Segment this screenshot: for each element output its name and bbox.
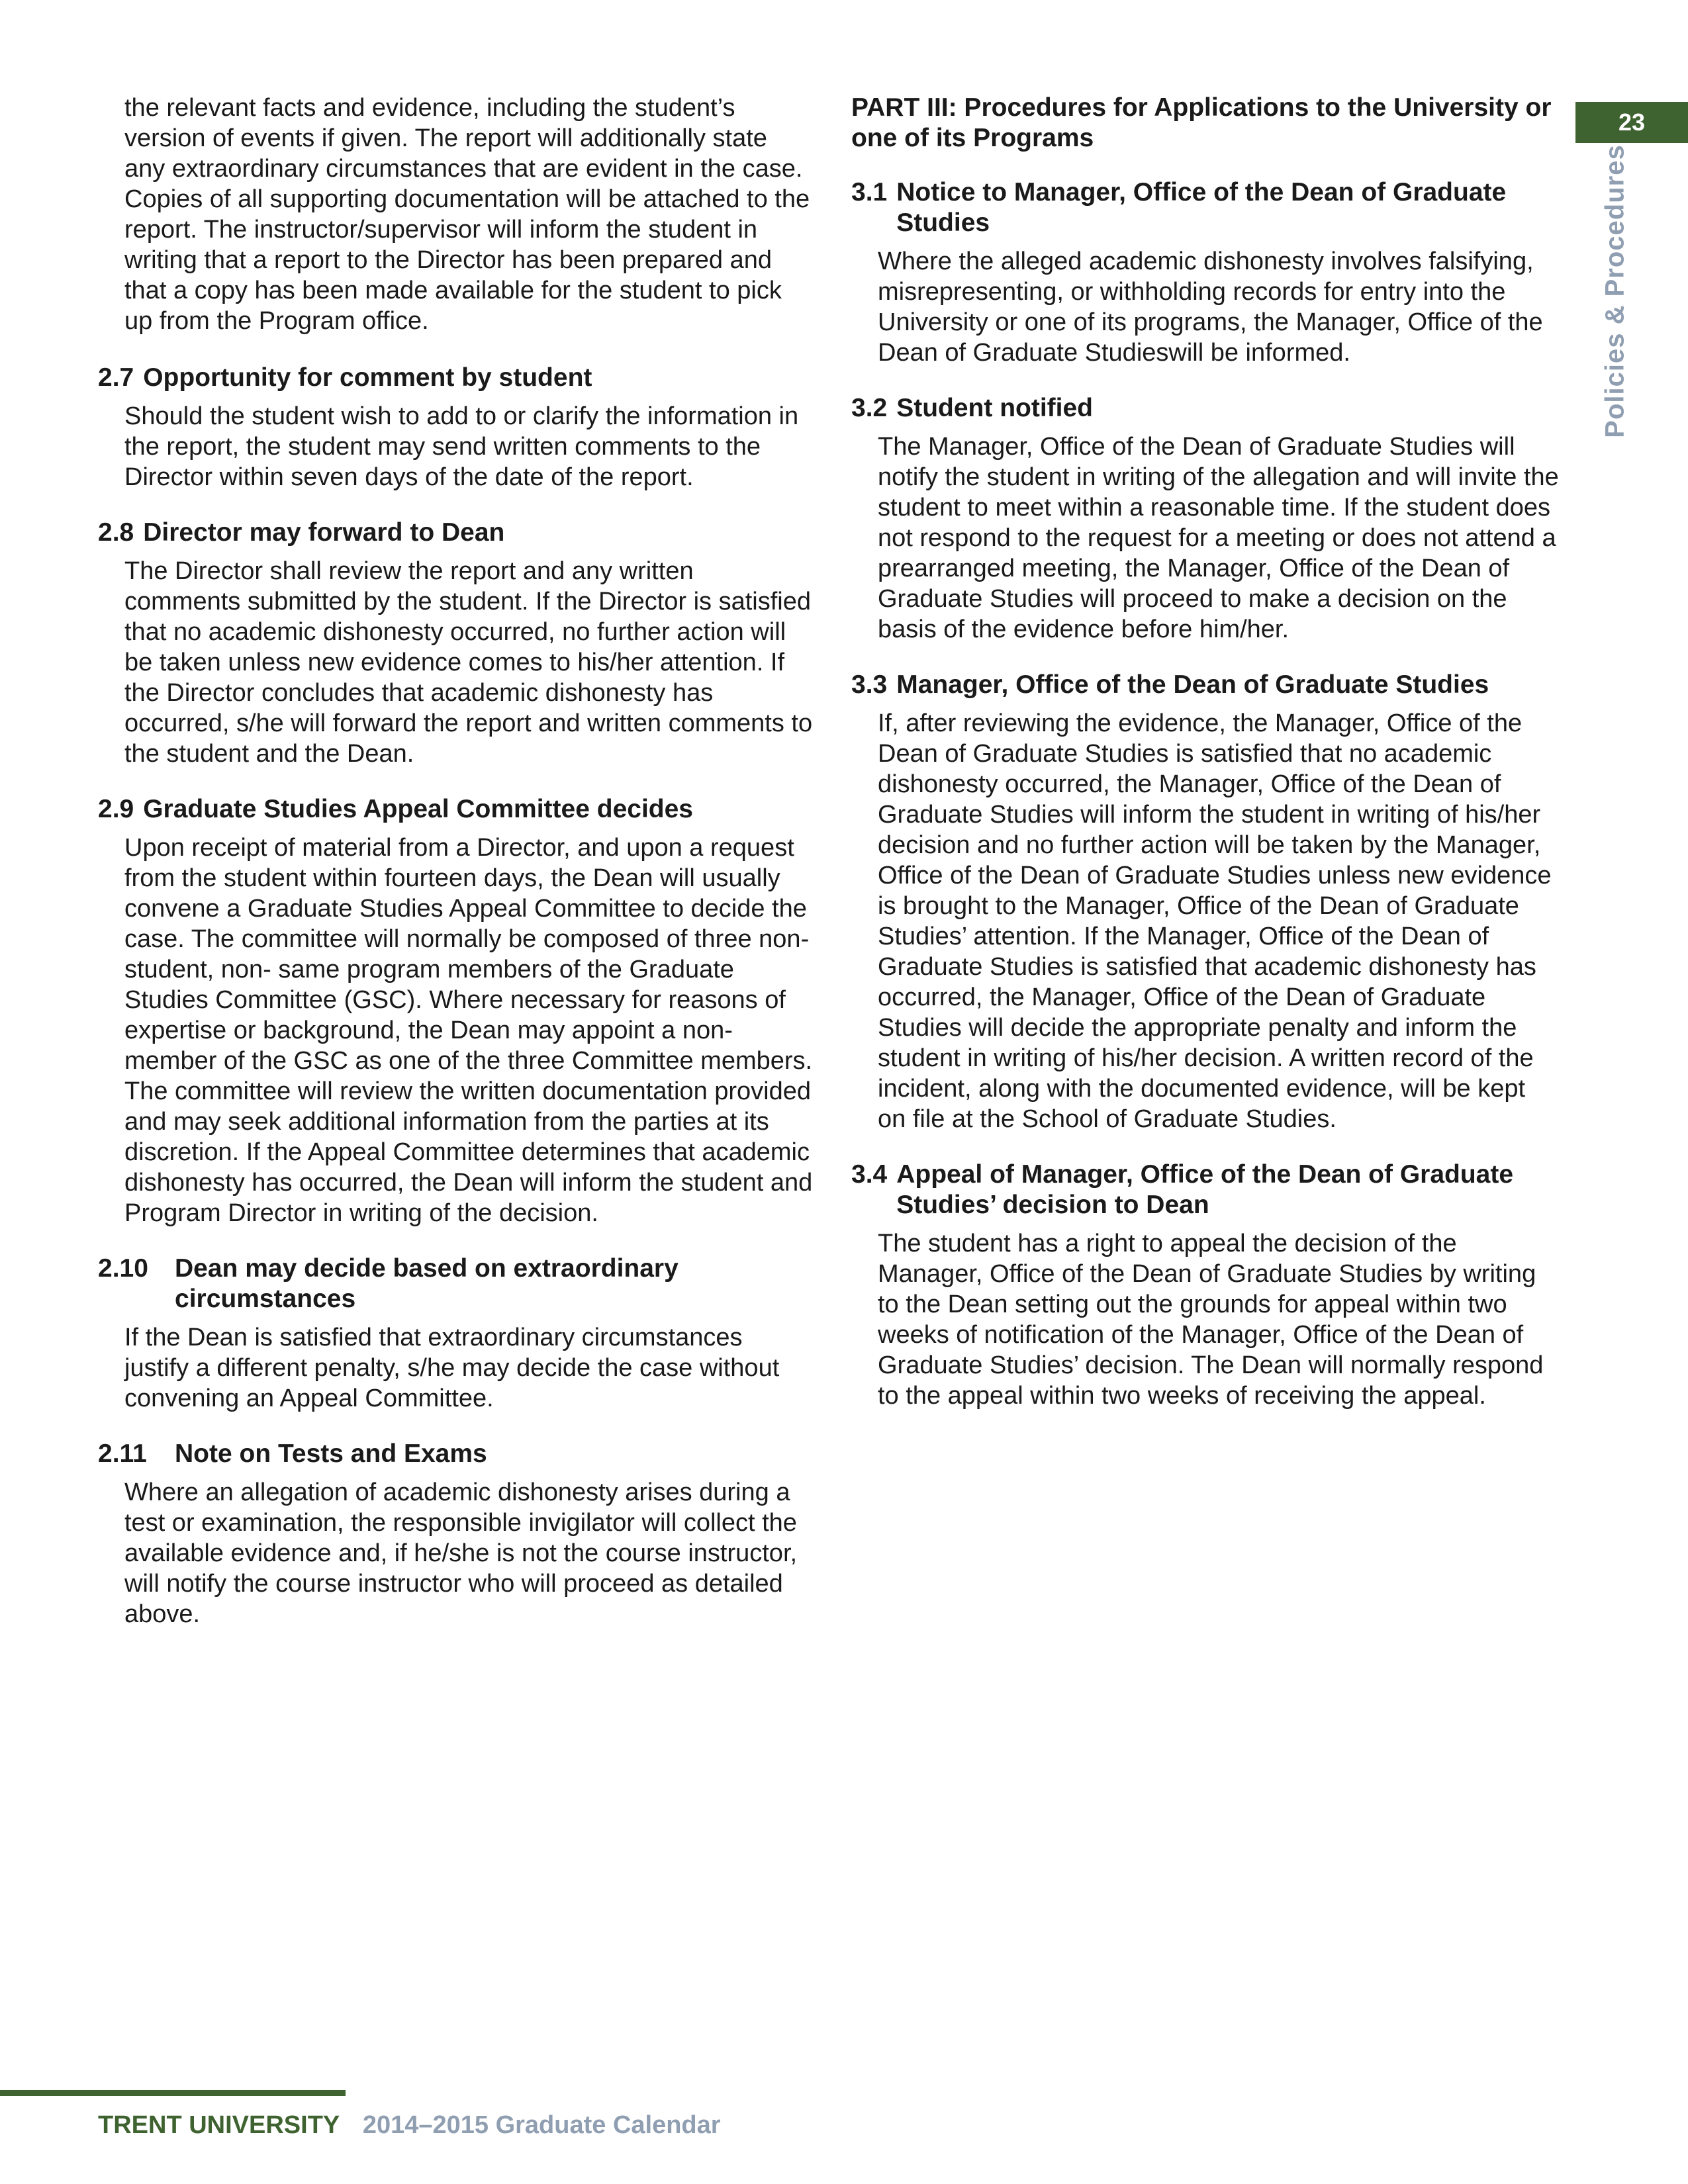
section-number: 3.4: [851, 1160, 888, 1189]
section-2-9: [98, 794, 813, 1228]
section-body: Where an allegation of academic dishonesty arises during a test or examination, the responsible invigilator will collect the available evidence and, if he/she is not the course instructor, will notify the course instructor who will proceed as detailed above.: [124, 1479, 798, 1628]
section-heading: [851, 177, 1560, 238]
section-number: 2.8: [98, 518, 134, 547]
section-title: Note on Tests and Exams: [175, 1439, 487, 1468]
section-number: 2.9: [98, 795, 134, 823]
section-title: Appeal of Manager, Office of the Dean of Graduate Studies’ decision to Dean: [896, 1160, 1514, 1219]
section-number: 3.1: [851, 178, 888, 206]
section-3-1: [851, 177, 1560, 368]
footer-rule: [0, 2090, 346, 2096]
section-number: 2.11: [98, 1439, 147, 1468]
section-body: The Director shall review the report and any written comments submitted by the student. If the Director is satisfied that no academic dishonesty occurred, no further action will be taken unless new evidence comes to his/her attention. If the Director concludes that academic dishonesty has occurred, s/he will forward the report and written comments to the student and the Dean.: [124, 557, 813, 768]
section-title: Director may forward to Dean: [143, 518, 505, 547]
section-number: 3.3: [851, 670, 888, 699]
section-2-7: [98, 363, 813, 492]
section-number: 3.2: [851, 394, 888, 422]
section-title: Manager, Office of the Dean of Graduate Studies: [896, 670, 1489, 699]
section-heading: [851, 393, 1560, 424]
section-2-8: [98, 518, 813, 769]
section-heading: [98, 518, 813, 548]
section-heading: [98, 794, 813, 825]
page-number: 23: [1618, 109, 1646, 136]
section-body: If the Dean is satisfied that extraordinary circumstances justify a different penalty, s/he may decide the case without convening an Appeal Committee.: [124, 1324, 780, 1412]
section-body: Upon receipt of material from a Director, and upon a request from the student within fourteen days, the Dean will usually convene a Graduate Studies Appeal Committee to decide the case. The committee will normally be composed of three non-student, non- same program members of the Graduate Studies Committee (GSC). Where necessary for reasons of expertise or background, the Dean may appoint a non-member of the GSC as one of the three Committee members. The committee will review the written documentation provided and may seek additional information from the parties at its discretion. If the Appeal Committee determines that academic dishonesty has occurred, the Dean will inform the student and Program Director in writing of the decision.: [124, 834, 813, 1227]
continued-paragraph: the relevant facts and evidence, including the student’s version of events if given. The report will additionally state any extraordinary circumstances that are evident in the case. Copies of all supporting documentation will be attached to the report. The instructor/supervisor will inform the student in writing that a report to the Director has been prepared and that a copy has been made available for the student to pick up from the Program office.: [124, 94, 810, 335]
footer: [98, 2111, 721, 2140]
section-number: 2.10: [98, 1254, 148, 1283]
section-body: Where the alleged academic dishonesty involves falsifying, misrepresenting, or withholding records for entry into the University or one of its programs, the Manager, Office of the Dean of Graduate Studieswill be informed.: [878, 248, 1543, 367]
section-number: 2.7: [98, 363, 134, 392]
part-heading: PART III: Procedures for Applications to the University or one of its Programs: [851, 93, 1552, 152]
section-body: The Manager, Office of the Dean of Graduate Studies will notify the student in writing of the allegation and will invite the student to meet within a reasonable time. If the student does not respond to the request for a meeting or does not attend a prearranged meeting, the Manager, Office of the Dean of Graduate Studies will proceed to make a decision on the basis of the evidence before him/her.: [878, 433, 1559, 643]
section-2-11: [98, 1439, 813, 1629]
section-heading: [851, 1160, 1560, 1220]
section-title: Graduate Studies Appeal Committee decides: [143, 795, 693, 823]
section-body: If, after reviewing the evidence, the Manager, Office of the Dean of Graduate Studies is satisfied that no academic dishonesty occurred, the Manager, Office of the Dean of Graduate Studies will inform the student in writing of his/her decision and no further action will be taken by the Manager, Office of the Dean of Graduate Studies unless new evidence is brought to the Manager, Office of the Dean of Graduate Studies’ attention. If the Manager, Office of the Dean of Graduate Studies is satisfied that academic dishonesty has occurred, the Manager, Office of the Dean of Graduate Studies will decide the appropriate penalty and inform the student in writing of his/her decision. A written record of the incident, along with the documented evidence, will be kept on file at the School of Graduate Studies.: [878, 709, 1552, 1133]
section-title: Dean may decide based on extraordinary circumstances: [175, 1254, 679, 1313]
section-heading: [98, 1439, 813, 1469]
section-body: The student has a right to appeal the decision of the Manager, Office of the Dean of Graduate Studies by writing to the Dean setting out the grounds for appeal within two weeks of notification of the Manager, Office of the Dean of Graduate Studies’ decision. The Dean will normally respond to the appeal within two weeks of receiving the appeal.: [878, 1230, 1544, 1410]
section-title: Student notified: [896, 394, 1094, 422]
section-title: Notice to Manager, Office of the Dean of Graduate Studies: [896, 178, 1507, 237]
section-2-10: [98, 1253, 813, 1414]
left-column: [98, 93, 813, 1655]
footer-university: TRENT UNIVERSITY: [98, 2111, 340, 2139]
section-heading: [98, 1253, 813, 1314]
section-3-3: [851, 670, 1560, 1134]
section-title: Opportunity for comment by student: [143, 363, 592, 392]
side-label-text: Policies & Procedures: [1600, 144, 1630, 438]
footer-calendar: 2014–2015 Graduate Calendar: [362, 2111, 721, 2139]
page-number-tab: [1575, 102, 1688, 143]
section-heading: [98, 363, 813, 393]
section-3-2: [851, 393, 1560, 645]
section-body: Should the student wish to add to or clarify the information in the report, the student may send written comments to the Director within seven days of the date of the report.: [124, 402, 799, 491]
right-column: [851, 93, 1560, 1436]
section-heading: [851, 670, 1560, 700]
section-3-4: [851, 1160, 1560, 1411]
